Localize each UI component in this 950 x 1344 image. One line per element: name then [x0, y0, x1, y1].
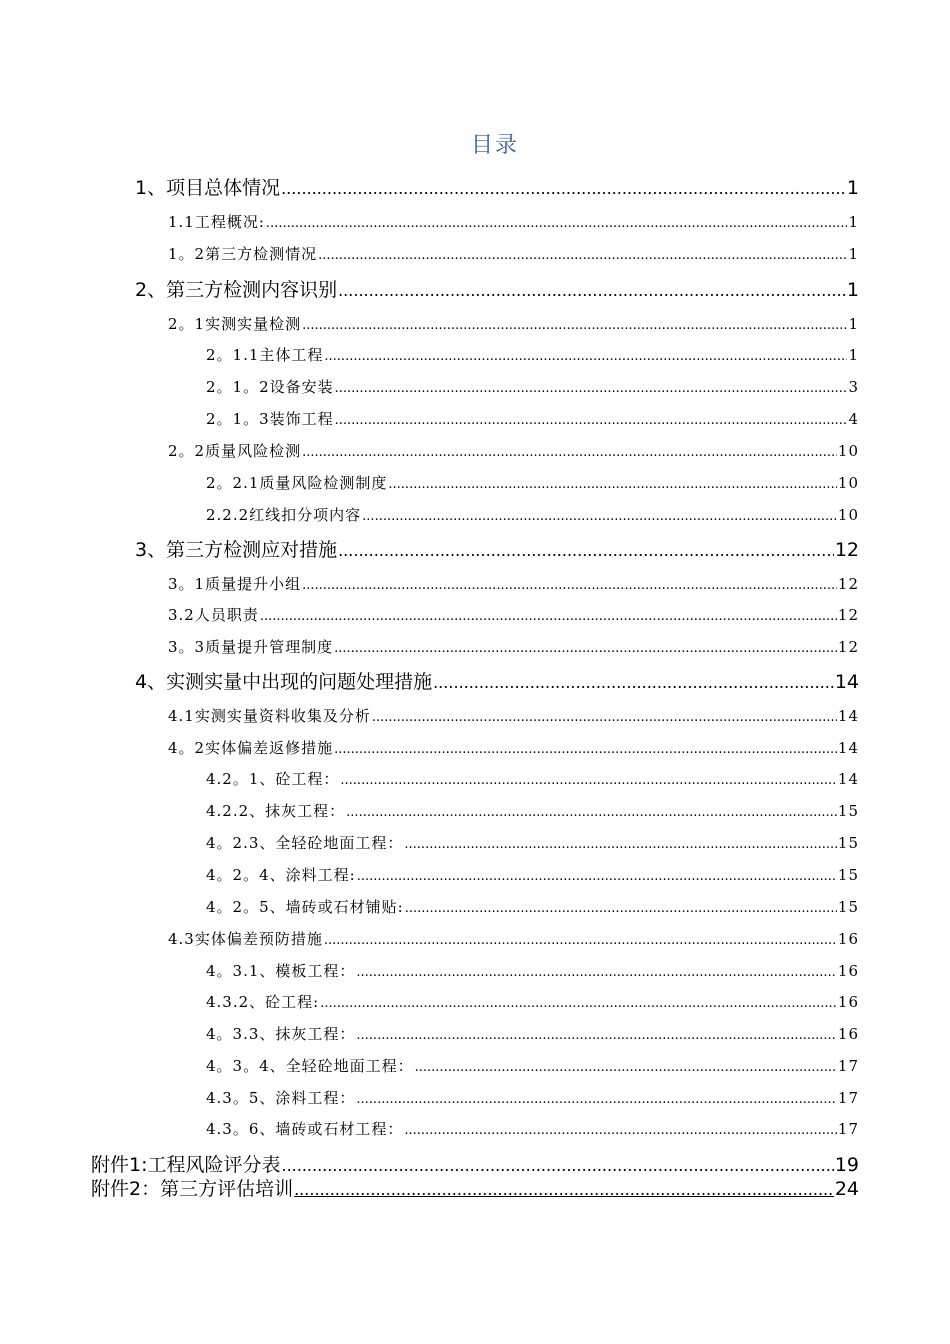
toc-leader-dots [404, 1123, 837, 1138]
toc-leader-dots [357, 869, 837, 884]
toc-entry[interactable] [206, 800, 859, 821]
toc-page-number: 16 [837, 993, 859, 1011]
toc-entry[interactable] [206, 960, 859, 981]
toc-leader-dots [338, 281, 846, 300]
toc-entry[interactable] [206, 408, 859, 429]
toc-entry[interactable] [206, 1055, 859, 1076]
toc-page-number: 16 [837, 930, 859, 948]
toc-page-number: 1 [848, 245, 859, 263]
toc-page-number: 15 [837, 898, 859, 916]
toc-entry[interactable] [168, 737, 859, 758]
toc-entry-text: 附件2：第三方评估培训 [91, 1178, 294, 1200]
toc-entry-text: 4.2。1、砼工程： [206, 770, 340, 788]
toc-entry-text: 2.2.2红线扣分项内容 [206, 506, 362, 524]
toc-entry-text: 4。3.3、抹灰工程： [206, 1025, 356, 1043]
toc-entry-text: 3、第三方检测应对措施 [135, 539, 338, 561]
toc-leader-dots [356, 1028, 837, 1043]
toc-entry[interactable] [206, 1087, 859, 1108]
toc-leader-dots [335, 381, 848, 396]
toc-entry[interactable] [168, 636, 859, 657]
toc-leader-dots [302, 318, 847, 333]
toc-page-number: 10 [837, 442, 859, 460]
toc-leader-dots [415, 1060, 837, 1075]
toc-entry-text: 4.1实测实量资料收集及分析 [168, 707, 371, 725]
toc-entry-text: 4。2.3、全轻砼地面工程： [206, 834, 404, 852]
toc-entry-text: 2。1.1主体工程 [206, 346, 324, 364]
toc-leader-dots [281, 179, 846, 198]
toc-entry[interactable] [168, 243, 859, 264]
toc-page-number: 19 [834, 1154, 859, 1176]
toc-page-number: 10 [837, 474, 859, 492]
toc-entry[interactable] [135, 667, 859, 694]
toc-leader-dots [318, 248, 847, 263]
toc-leader-dots [260, 609, 837, 624]
toc-leader-dots [294, 1180, 834, 1199]
toc-entry-text: 4.3。6、墙砖或石材工程： [206, 1120, 404, 1138]
toc-leader-dots [320, 996, 837, 1011]
toc-leader-dots [335, 413, 848, 428]
toc-leader-dots [302, 445, 837, 460]
toc-page-number: 16 [837, 962, 859, 980]
toc-leader-dots [334, 742, 837, 757]
toc-leader-dots [334, 641, 837, 656]
toc-entry-appendix[interactable] [91, 1150, 859, 1177]
toc-leader-dots [302, 578, 837, 593]
toc-leader-dots [356, 1092, 837, 1107]
toc-entry-text: 3。3质量提升管理制度 [168, 638, 334, 656]
toc-page-number: 24 [834, 1178, 859, 1200]
toc-entry[interactable] [168, 604, 859, 625]
toc-entry[interactable] [206, 832, 859, 853]
toc-entry[interactable] [206, 376, 859, 397]
toc-leader-dots [362, 509, 837, 524]
toc-entry-text: 1。2第三方检测情况 [168, 245, 318, 263]
toc-entry[interactable] [206, 1023, 859, 1044]
toc-page-number: 15 [837, 834, 859, 852]
toc-page-number: 15 [837, 802, 859, 820]
toc-entry-text: 2。1。3装饰工程 [206, 410, 334, 428]
toc-page-number: 17 [837, 1057, 859, 1075]
toc-entry-text: 4。3.1、模板工程： [206, 962, 356, 980]
toc-page-number: 12 [837, 638, 859, 656]
toc-entry[interactable] [135, 535, 859, 562]
toc-entry-text: 4.3实体偏差预防措施 [168, 930, 323, 948]
toc-page-number: 17 [837, 1089, 859, 1107]
toc-leader-dots [372, 710, 837, 725]
toc-page-number: 1 [846, 177, 859, 199]
toc-entry[interactable] [206, 344, 859, 365]
toc-entry-text: 2、第三方检测内容识别 [135, 279, 338, 301]
toc-page-number: 4 [848, 410, 859, 428]
toc-entry-text: 4。3。4、全轻砼地面工程： [206, 1057, 414, 1075]
toc-entry[interactable] [168, 928, 859, 949]
toc-entry-text: 附件1:工程风险评分表 [91, 1154, 281, 1176]
toc-page-number: 1 [848, 213, 859, 231]
toc-page-number: 1 [846, 279, 859, 301]
toc-page-number: 12 [834, 539, 859, 561]
toc-leader-dots [433, 673, 834, 692]
toc-page-number: 10 [837, 506, 859, 524]
toc-leader-dots [356, 965, 837, 980]
toc-entry-text: 2。2质量风险检测 [168, 442, 302, 460]
toc-entry[interactable] [206, 768, 859, 789]
toc-entry-text: 1.1工程概况: [168, 213, 265, 231]
toc-leader-dots [346, 805, 837, 820]
toc-page-number: 17 [837, 1120, 859, 1138]
toc-entry[interactable] [135, 173, 859, 200]
toc-entry[interactable] [206, 864, 859, 885]
toc-page-number: 14 [837, 770, 859, 788]
toc-entry[interactable] [206, 1118, 859, 1139]
toc-entry-text: 4.3。5、涂料工程： [206, 1089, 356, 1107]
toc-entry-text: 4。2。5、墙砖或石材铺贴: [206, 898, 404, 916]
toc-leader-dots [388, 477, 837, 492]
toc-entry-text: 4。2实体偏差返修措施 [168, 739, 334, 757]
toc-leader-dots [404, 837, 837, 852]
toc-entry-text: 4.2.2、抹灰工程： [206, 802, 346, 820]
toc-entry-text: 4。2。4、涂料工程: [206, 866, 356, 884]
toc-leader-dots [324, 933, 837, 948]
toc-entry-text: 4、实测实量中出现的问题处理措施 [135, 671, 433, 693]
toc-leader-dots [405, 901, 837, 916]
toc-page-number: 3 [848, 378, 859, 396]
toc-entry[interactable] [168, 313, 859, 334]
toc-entry-text: 4.3.2、砼工程: [206, 993, 320, 1011]
toc-page-number: 12 [837, 575, 859, 593]
toc-entry-text: 3。1质量提升小组 [168, 575, 302, 593]
toc-page-number: 15 [837, 866, 859, 884]
toc-leader-dots [282, 1156, 834, 1175]
toc-leader-dots [338, 541, 834, 560]
toc-entry[interactable] [135, 275, 859, 302]
toc-page-number: 14 [834, 671, 859, 693]
toc-entry-text: 2。1。2设备安装 [206, 378, 334, 396]
toc-entry-appendix[interactable] [91, 1174, 859, 1201]
toc-page-number: 14 [837, 707, 859, 725]
toc-entry[interactable] [206, 896, 859, 917]
toc-leader-dots [324, 349, 847, 364]
toc-page-number: 14 [837, 739, 859, 757]
toc-page-number: 1 [848, 346, 859, 364]
toc-page-number: 1 [848, 315, 859, 333]
toc-title: 目录 [470, 133, 519, 158]
toc-entry-text: 3.2人员职责 [168, 606, 259, 624]
toc-entry[interactable] [206, 504, 859, 525]
toc-leader-dots [340, 773, 837, 788]
toc-entry[interactable] [168, 440, 859, 461]
toc-leader-dots [266, 216, 848, 231]
toc-entry[interactable] [168, 211, 859, 232]
toc-entry[interactable] [168, 705, 859, 726]
toc-entry[interactable] [206, 472, 859, 493]
toc-page-number: 12 [837, 606, 859, 624]
toc-entry-text: 2。1实测实量检测 [168, 315, 302, 333]
toc-entry[interactable] [206, 991, 859, 1012]
toc-entry-text: 2。2.1质量风险检测制度 [206, 474, 388, 492]
toc-page-number: 16 [837, 1025, 859, 1043]
toc-entry-text: 1、项目总体情况 [135, 177, 281, 199]
toc-entry[interactable] [168, 573, 859, 594]
